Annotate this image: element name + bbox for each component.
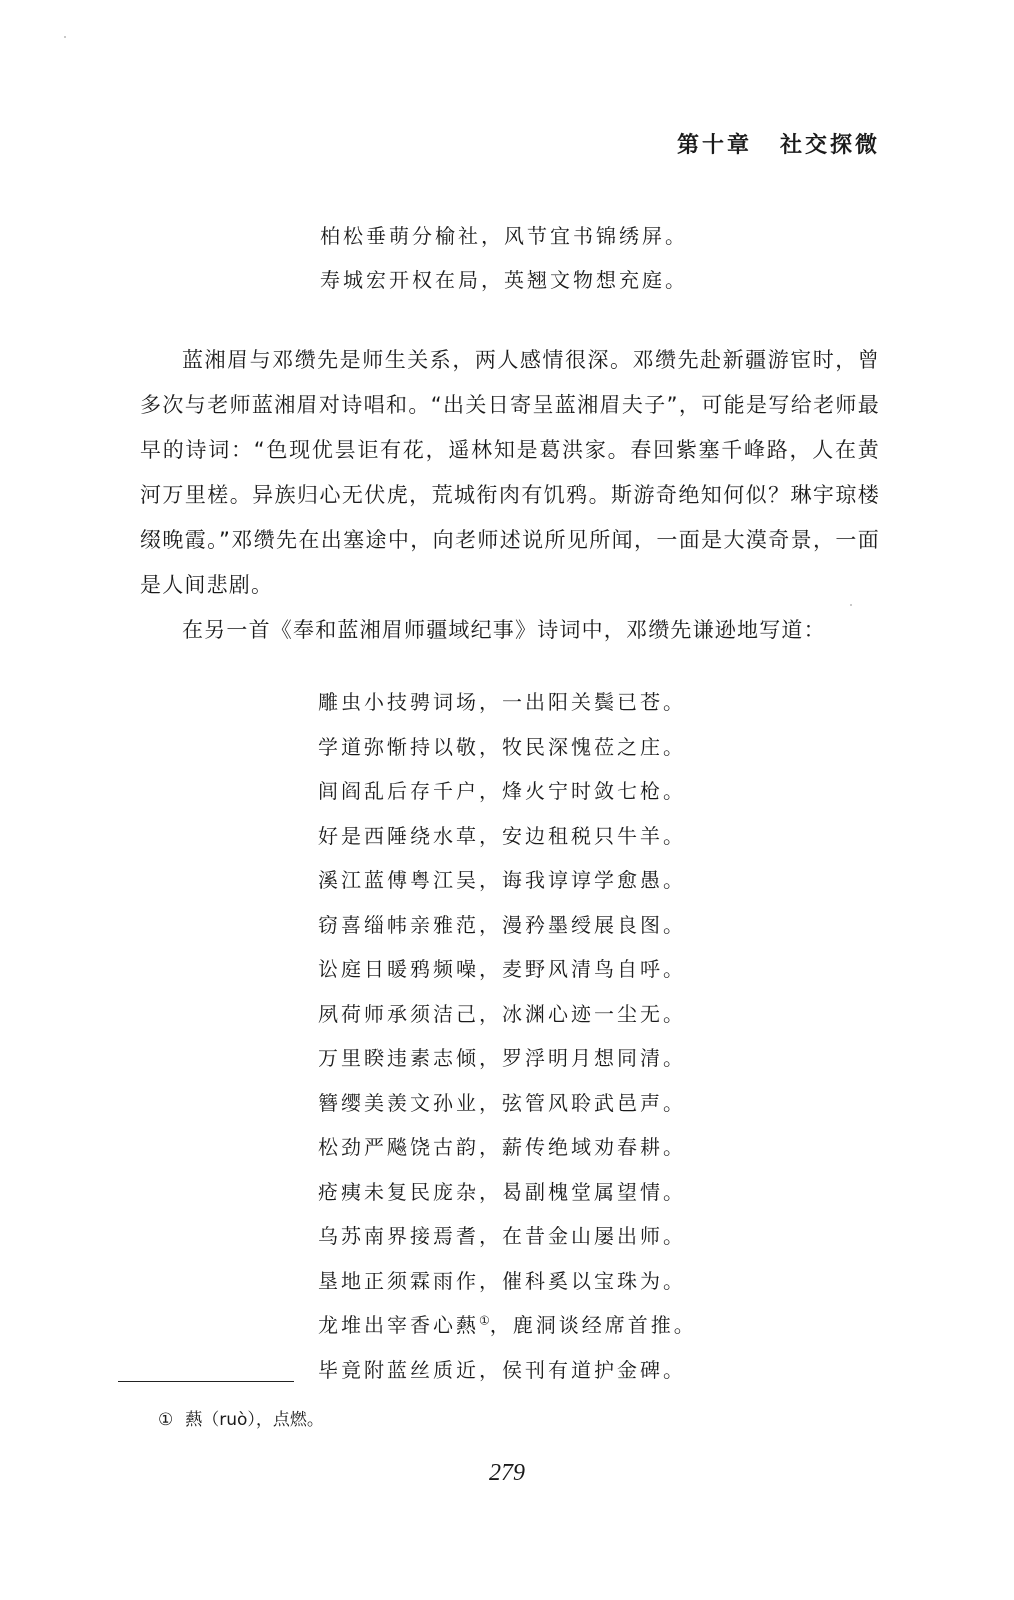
poem-line: 簪缨美羡文孙业，弦管风聆武邑声。 [318,1090,686,1115]
poem-line: 闾阎乱后存千户，烽火宁时敛七枪。 [318,779,686,803]
poem-line: 柏松垂萌分榆社，风节宜书锦绣屏。 [320,224,688,248]
poem-line: 学道弥惭持以敬，牧民深愧莅之庄。 [318,734,686,759]
footnote-text: 爇（ruò），点燃。 [185,1410,324,1430]
poem-line-text: ，鹿洞谈经席首推。 [489,1313,697,1337]
paragraph: 在另一首《奉和蓝湘眉师疆域纪事》诗词中，邓缵先谦逊地写道： [182,618,826,642]
poem-main [318,680,697,1392]
poem-line: 疮痍未复民庞杂，曷副槐堂属望情。 [318,1179,686,1204]
footnote-divider [118,1381,294,1382]
poem-line: 夙荷师承须洁己，冰渊心迹一尘无。 [318,1001,686,1026]
body-text [140,338,880,653]
footnote [158,1405,324,1430]
poem-line: 讼庭日暖鸦频噪，麦野风清鸟自呼。 [318,957,686,981]
poem-line: 窃喜缁帏亲雅范，漫矜墨绶展良图。 [318,912,686,937]
poem-line: 雕虫小技骋词场，一出阳关鬓已苍。 [318,690,686,714]
poem-line: 乌苏南界接焉耆，在昔金山屡出师。 [318,1224,686,1248]
paragraph: 蓝湘眉与邓缵先是师生关系，两人感情很深。邓缵先赴新疆游宦时，曾多次与老师蓝湘眉对诗唱和。“出关日寄呈蓝湘眉夫子”，可能是写给老师最早的诗词：“色现优昙讵有花，遥林知是葛洪家。春回紫塞千峰路，人在黄河万里槎。异族归心无伏虎，荒城衔肉有饥鸦。斯游奇绝知何似？琳宇琼楼缀晚霞。”邓缵先在出塞途中，向老师述说所见所闻，一面是大漠奇景，一面是人间悲剧。 [140,348,880,597]
poem-line-with-footnote [318,1303,697,1348]
poem-line: 好是西陲绕水草，安边租税只牛羊。 [318,823,686,848]
running-head-chapter: 第十章 [676,132,752,158]
footnote-mark: ① [158,1410,174,1430]
poem-line: 万里睽违素志倾，罗浮明月想同清。 [318,1046,686,1070]
poem-line: 垦地正须霖雨作，催科奚以宝珠为。 [318,1268,686,1293]
poem-line: 寿城宏开权在局，英翘文物想充庭。 [320,268,688,292]
page-number: 279 [489,1460,525,1486]
poem-top [320,214,688,302]
running-head-title: 社交探微 [779,132,880,158]
poem-line: 毕竟附蓝丝质近，侯刊有道护金碑。 [318,1357,686,1382]
scan-speck [64,36,66,38]
poem-line: 溪江蓝傅粤江吴，诲我谆谆学愈愚。 [318,868,686,892]
poem-line-text: 龙堆出宰香心爇 [318,1313,479,1337]
footnote-reference: ① [479,1313,490,1328]
running-head [677,128,880,159]
poem-line: 松劲严飚饶古韵，薪传绝域劝春耕。 [318,1135,686,1159]
